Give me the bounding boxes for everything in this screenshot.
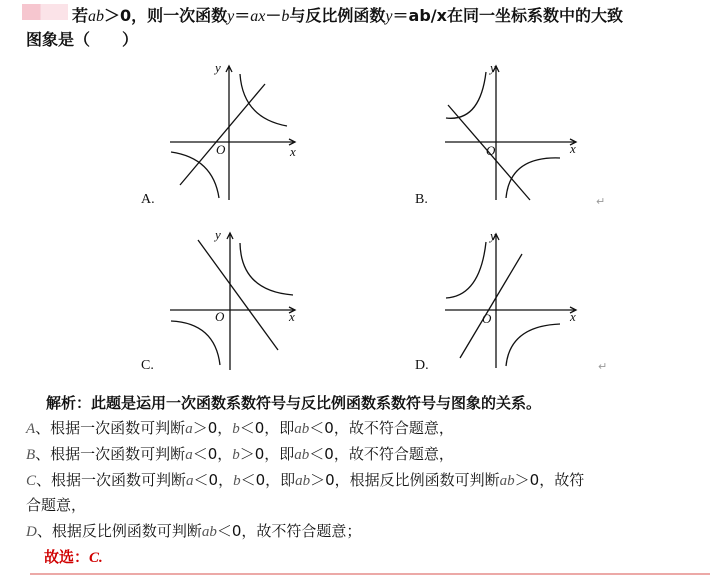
graph-a — [165, 60, 305, 205]
x-label: x — [570, 141, 576, 156]
line-graph — [460, 254, 522, 358]
solution-line-c-cont: 合题意， — [26, 496, 87, 514]
y-label: y — [215, 60, 221, 75]
solution-line-c: C、根据一次函数可判断a＜0，b＜0，即ab＞0，根据反比例函数可判断ab＞0，故符 — [26, 471, 585, 489]
cutoff-line — [30, 573, 710, 575]
question-line-2: 图象是（ ） — [26, 30, 139, 49]
hyperbola-branch-2 — [171, 321, 220, 365]
solution-line-d: D、根据反比例函数可判断ab＜0，故不符合题意； — [26, 522, 362, 540]
hyperbola-branch-1 — [446, 242, 486, 298]
hyperbola-branch-2 — [506, 158, 560, 198]
x-label: x — [290, 144, 296, 159]
graph-c — [165, 225, 305, 375]
line-graph — [448, 105, 530, 200]
option-a-label: A. — [141, 192, 155, 207]
return-mark: ↵ — [596, 195, 606, 208]
return-mark: ↵ — [598, 360, 608, 373]
graph-d — [440, 228, 585, 373]
highlight-mark — [22, 4, 68, 20]
answer-line: 故选：C. — [44, 548, 103, 566]
hyperbola-branch-2 — [171, 152, 219, 198]
x-label: x — [289, 309, 295, 324]
option-d-label: D. — [415, 358, 429, 373]
graph-b — [440, 60, 585, 205]
origin-label: O — [482, 311, 492, 326]
origin-label: O — [486, 143, 496, 158]
solution-line-b: B、根据一次函数可判断a＜0，b＞0，即ab＜0，故不符合题意， — [26, 445, 454, 463]
line-graph — [180, 84, 265, 185]
hyperbola-branch-2 — [506, 324, 560, 366]
option-b-label: B. — [415, 192, 428, 207]
origin-label: O — [215, 309, 225, 324]
option-c-label: C. — [141, 358, 154, 373]
solution-title: 解析：此题是运用一次函数系数符号与反比例函数系数符号与图象的关系。 — [46, 394, 542, 412]
hyperbola-branch-1 — [240, 243, 293, 295]
line-graph — [198, 240, 278, 350]
hyperbola-branch-1 — [240, 74, 287, 126]
y-label: y — [215, 227, 221, 242]
y-label: y — [490, 60, 496, 75]
origin-label: O — [216, 142, 226, 157]
solution-line-a: A、根据一次函数可判断a＞0，b＜0，即ab＜0，故不符合题意， — [26, 419, 454, 437]
x-label: x — [570, 309, 576, 324]
y-label: y — [490, 228, 496, 243]
question-line-1: 若ab＞0，则一次函数y＝ax－b与反比例函数y＝ab/x在同一坐标系数中的大致 — [72, 6, 623, 25]
hyperbola-branch-1 — [446, 72, 486, 118]
